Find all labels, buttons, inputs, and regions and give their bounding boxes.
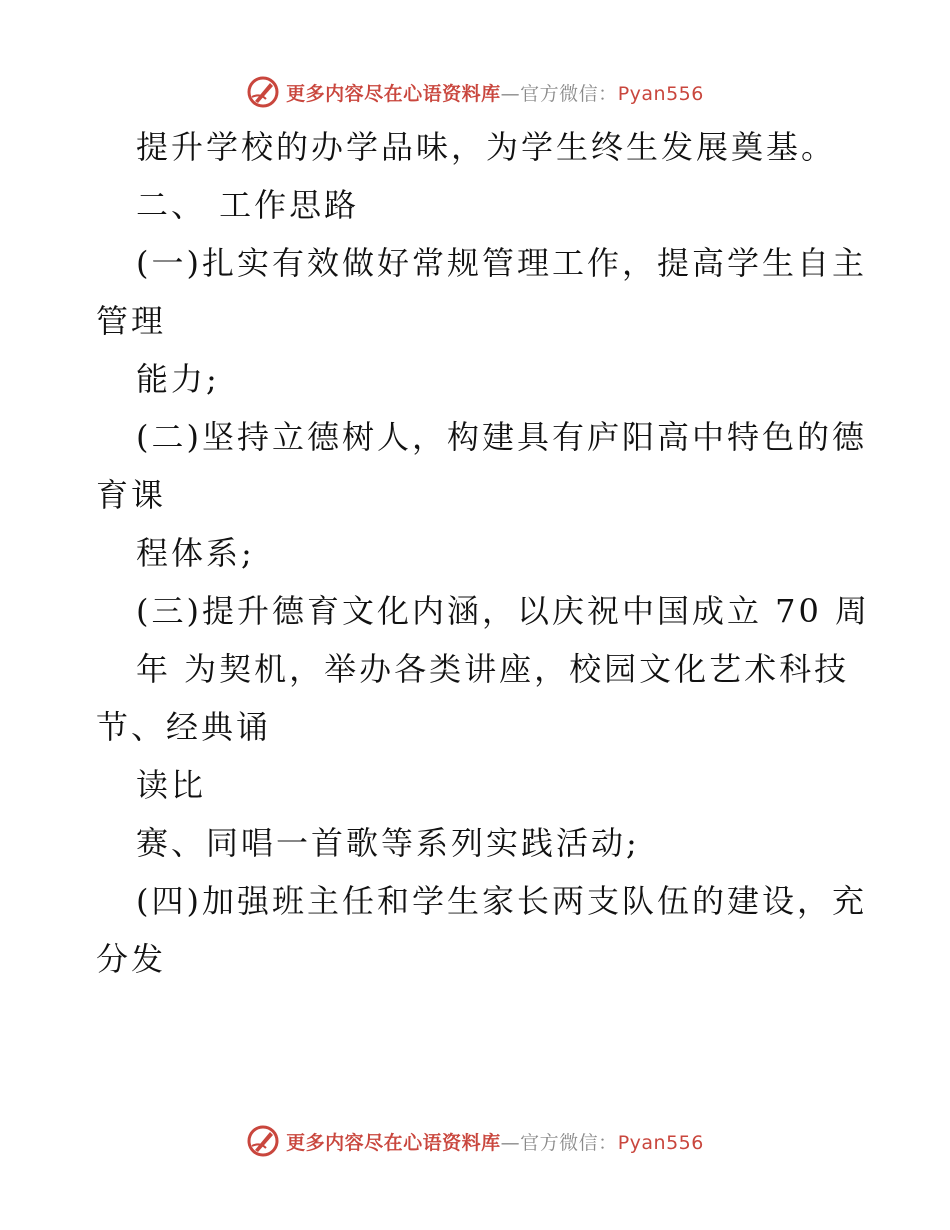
pen-logo-icon xyxy=(246,1124,280,1158)
watermark-separator: — xyxy=(500,1131,521,1154)
watermark-brand-text: 更多内容尽在心语资料库 xyxy=(286,1131,501,1154)
pen-logo-icon xyxy=(246,75,280,109)
body-line: 分发 xyxy=(96,940,167,978)
watermark-separator: — xyxy=(500,82,521,105)
body-line: 能力; xyxy=(136,360,220,398)
body-line: 程体系; xyxy=(136,534,255,572)
body-line: (四)加强班主任和学生家长两支队伍的建设，充 xyxy=(136,882,867,920)
watermark-wechat-id: Pyan556 xyxy=(617,82,704,105)
body-line: 提升学校的办学品味，为学生终生发展奠基。 xyxy=(136,128,837,166)
body-line: 管理 xyxy=(96,302,167,340)
header-watermark xyxy=(0,72,950,112)
body-line: 育课 xyxy=(96,476,167,514)
footer-watermark xyxy=(0,1121,950,1161)
body-line: 赛、同唱一首歌等系列实践活动; xyxy=(136,824,640,862)
body-line: 读比 xyxy=(136,766,207,804)
body-line: 年 为契机，举办各类讲座，校园文化艺术科技 xyxy=(136,650,850,688)
body-line: (三)提升德育文化内涵，以庆祝中国成立 70 周 xyxy=(136,592,871,630)
body-line: (二)坚持立德树人，构建具有庐阳高中特色的德 xyxy=(136,418,867,456)
watermark-wechat-label: 官方微信： xyxy=(520,82,618,105)
section-heading: 二、 工作思路 xyxy=(136,186,360,224)
body-line: (一)扎实有效做好常规管理工作，提高学生自主 xyxy=(136,244,867,282)
body-line: 节、经典诵 xyxy=(96,708,272,746)
watermark-wechat-label: 官方微信： xyxy=(520,1131,618,1154)
watermark-wechat-id: Pyan556 xyxy=(617,1131,704,1154)
document-body xyxy=(96,118,871,988)
watermark-brand-text: 更多内容尽在心语资料库 xyxy=(286,82,501,105)
